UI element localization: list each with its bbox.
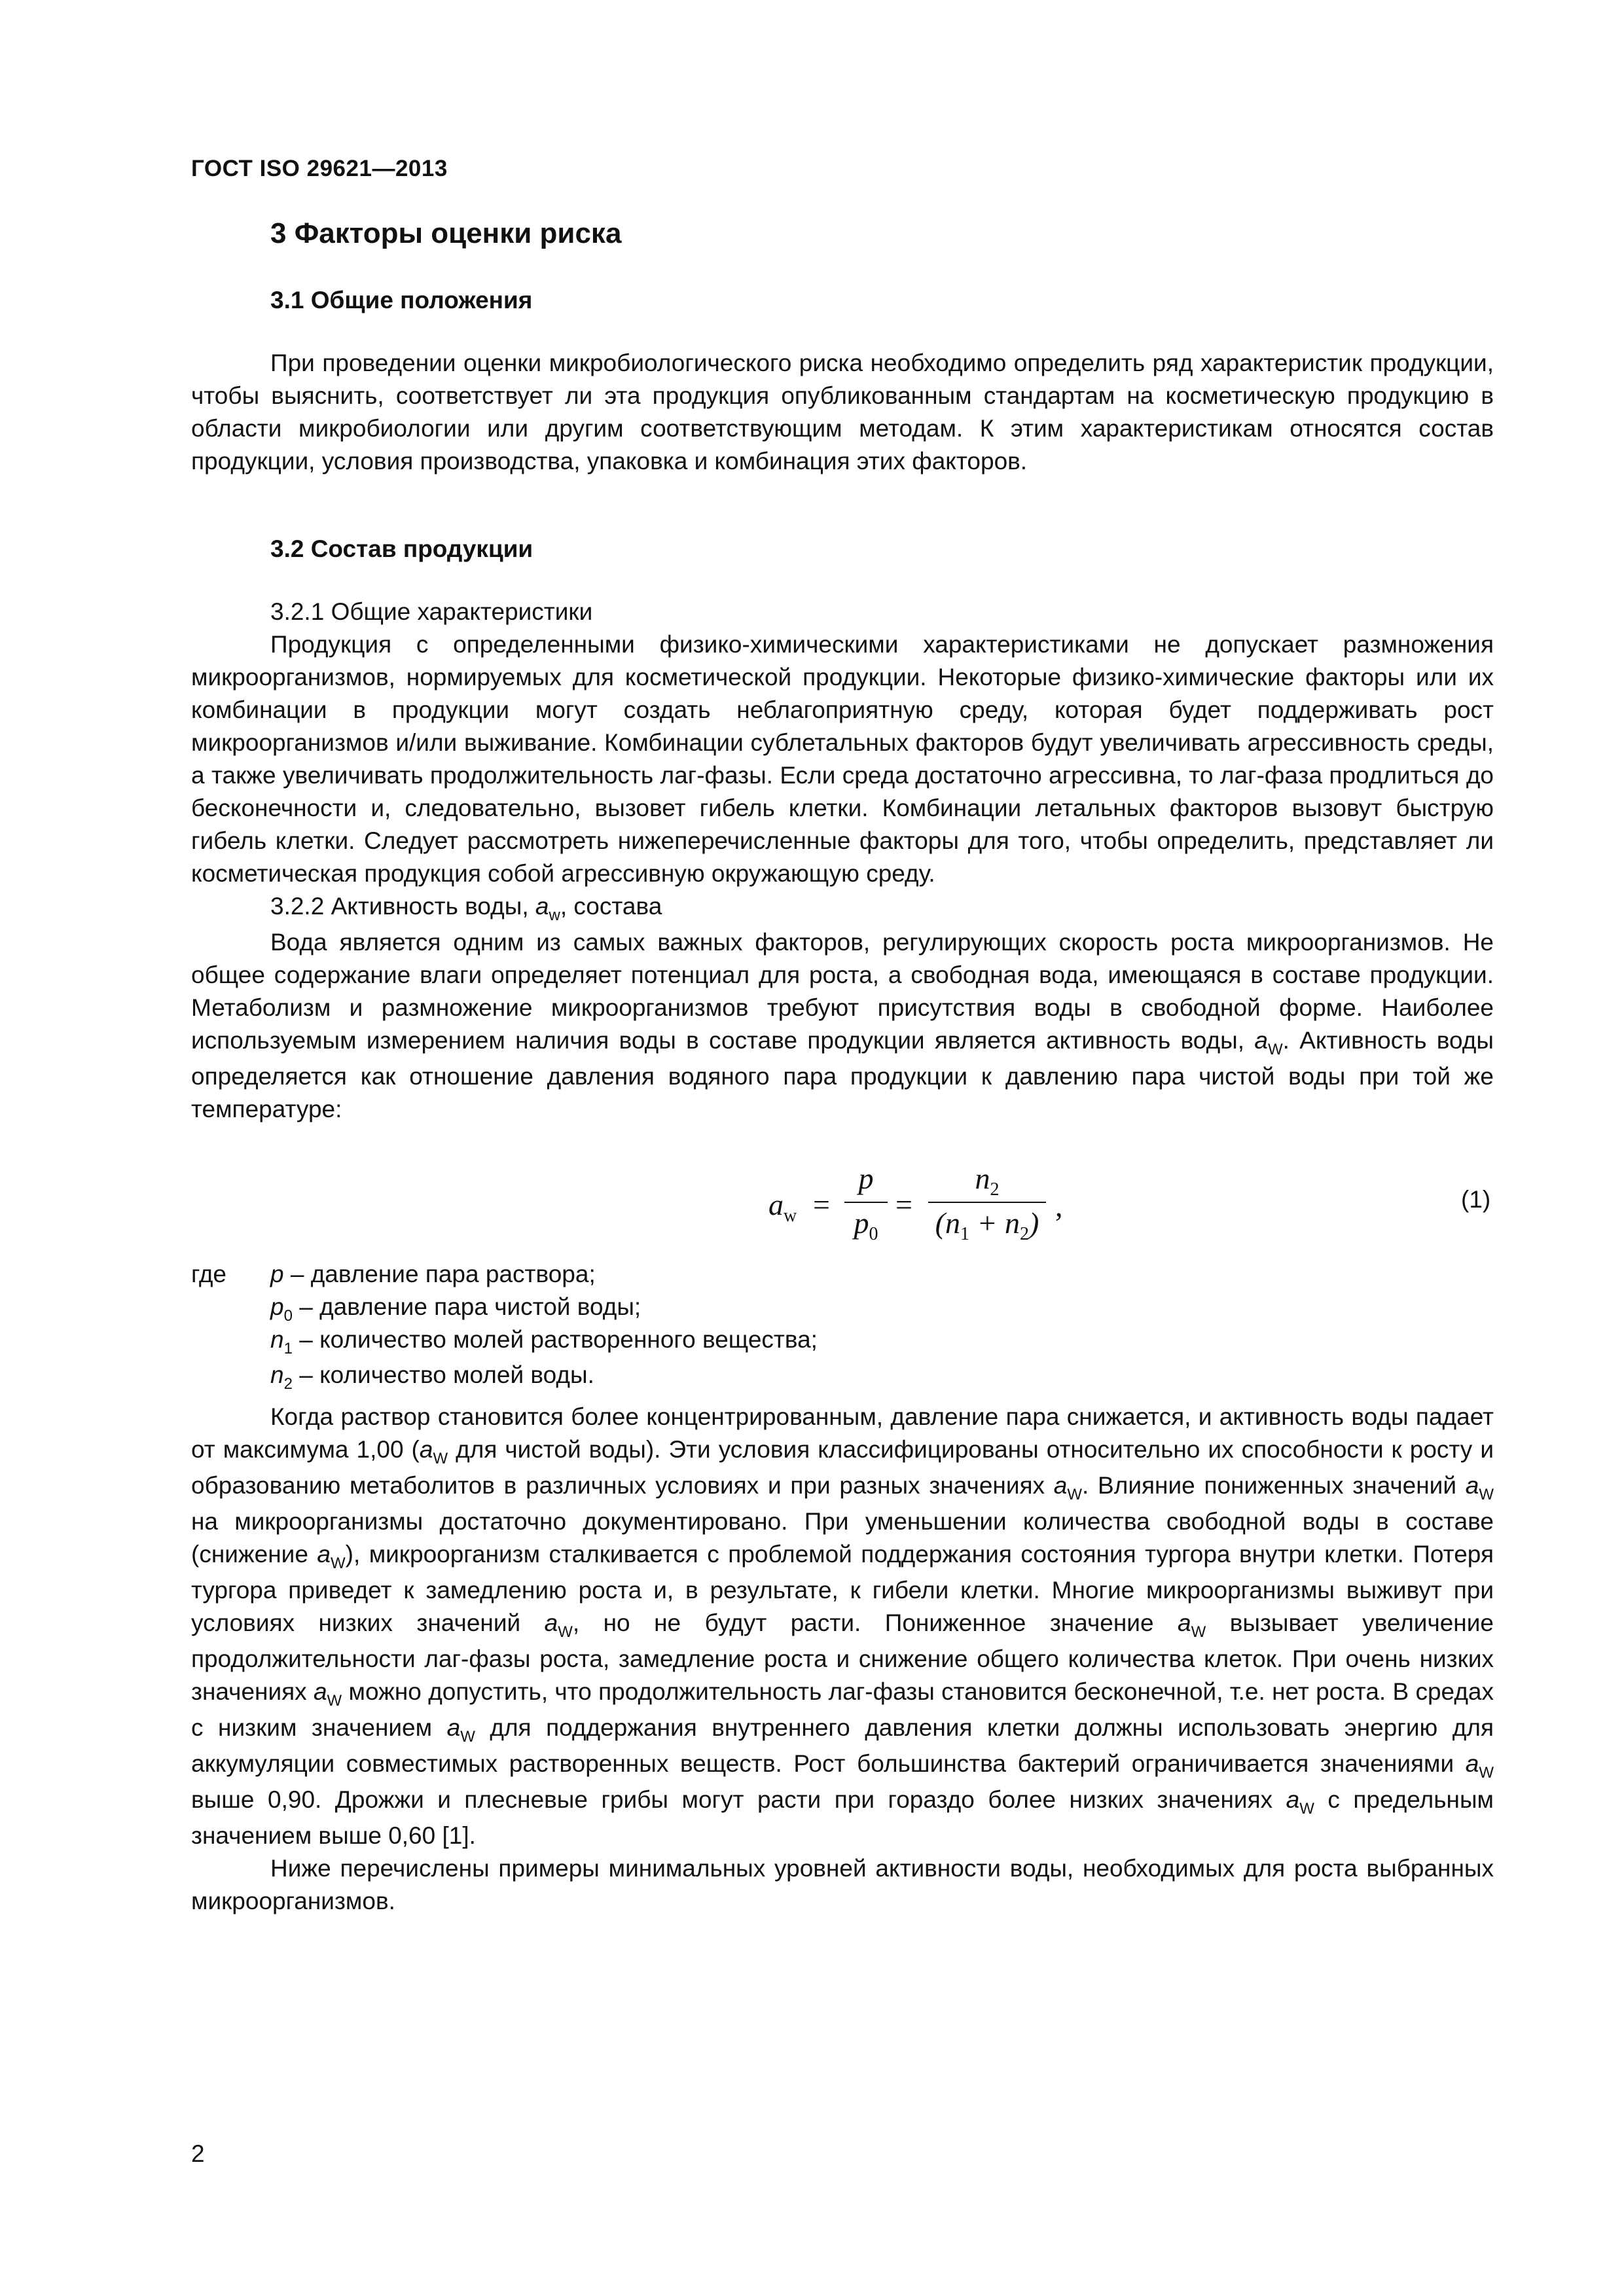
subsection-title-3-1: 3.1 Общие положения	[270, 287, 533, 314]
section-3-2-2-continued	[191, 1401, 1494, 1918]
formula-equals-1: =	[813, 1188, 830, 1221]
paragraph-concentration: Когда раствор становится более концентрированным, давление пара снижается, и активность воды падает от максимума 1,00 ($a_W$ для чистой воды). Эти условия классифицированы относительно их способности к росту и образованию метаболитов в различных условиях и при разных значениях $a_W$. Влияние пониженных значений $a_W$ на микроорганизмы достаточно документировано. При уменьшении количества свободной воды в составе (снижение $a_W$), микроорганизм сталкивается с проблемой поддержания состояния тургора внутри клетки. Потеря тургора приведет к замедлению роста и, в результате, к гибели клетки. Многие микроорганизмы выживут при условиях низких значений $a_W$, но не будут расти. Пониженное значение $a_W$ вызывает увеличение продолжительности лаг-фазы роста, замедление роста и снижение общего количества клеток. При очень низких значениях $a_W$ можно допустить, что продолжительность лаг-фазы становится бесконечной, т.е. нет роста. В средах с низким значением $a_W$ для поддержания внутреннего давления клетки должны использовать энергию для аккумуляции совместимых растворенных веществ. Рост большинства бактерий ограничивается значениями $a_W$ выше 0,90. Дрожжи и плесневые грибы могут расти при гораздо более низких значениях $a_W$ с предельным значением выше 0,60 [1].	[191, 1403, 1494, 1849]
formula-equals-2: =	[895, 1188, 912, 1221]
paragraph-3-2-2-intro: Вода является одним из самых важных факторов, регулирующих скорость роста микроорганизмов. Не общее содержание влаги определяет потенциал для роста, а свободная вода, имеющаяся в составе продукции. Метаболизм и размножение микроорганизмов требуют присутствия воды в свободной форме. Наиболее используемым измерением наличия воды в составе продукции является активность воды, $a_W$. Активность воды определяется как отношение давления водяного пара продукции к давлению пара чистой воды при той же температуре:	[191, 929, 1494, 1122]
section-title: 3 Факторы оценки риска	[270, 217, 622, 249]
page-number: 2	[191, 2140, 205, 2167]
where-item-p0: $p_0$ – давление пара чистой воды;	[270, 1293, 641, 1325]
water-activity-formula: $a_w$ = p $p_0$ = $n_2$ $(n_1 + n_2)$ ,	[768, 1162, 1063, 1244]
formula-lhs: $a_w$	[768, 1188, 797, 1226]
where-item-n1: $n_1$ – количество молей растворенного вещества;	[270, 1326, 818, 1357]
paragraph-examples-intro: Ниже перечислены примеры минимальных уровней активности воды, необходимых для роста выбранных микроорганизмов.	[191, 1855, 1494, 1914]
where-item-p: p – давление пара раствора;	[270, 1261, 596, 1287]
paragraph-3-2-1: Продукция с определенными физико-химическими характеристиками не допускает размножения микроорганизмов, нормируемых для косметической продукции. Некоторые физико-химические факторы или их комбинации в продукции могут создать неблагоприятную среду, которая будет поддерживать рост микроорганизмов и/или выживание. Комбинации сублетальных факторов будут увеличивать агрессивность среды, а также увеличивать продолжительность лаг-фазы. Если среда достаточно агрессивна, то лаг-фаза продлиться до бесконечности и, следовательно, вызовет гибель клетки. Комбинации летальных факторов вызовут быструю гибель клетки. Следует рассмотреть нижеперечисленные факторы для того, чтобы определить, представляет ли косметическая продукция собой агрессивную окружающую среду.	[191, 631, 1494, 887]
formula-comma: ,	[1055, 1189, 1063, 1223]
equation-number: (1)	[1461, 1186, 1491, 1213]
where-label: где	[191, 1261, 227, 1287]
where-item-n2: $n_2$ – количество молей воды.	[270, 1361, 594, 1393]
paragraph-3-1	[191, 347, 1494, 478]
section-3-2-body	[191, 596, 1494, 1126]
paragraph-3-1-text: При проведении оценки микробиологического риска необходимо определить ряд характеристик продукции, чтобы выяснить, соответствует ли эта продукция опубликованным стандартам на косметическую продукцию в области микробиологии или другим соответствующим методам. К этим характеристикам относятся состав продукции, условия производства, упаковка и комбинация этих факторов.	[191, 350, 1494, 475]
subsection-title-3-2: 3.2 Состав продукции	[270, 535, 533, 562]
subsection-title-3-2-1: 3.2.1 Общие характеристики	[270, 598, 593, 625]
subsection-title-3-2-2: 3.2.2 Активность воды, $a_w$, состава	[270, 893, 662, 924]
standard-header: ГОСТ ISO 29621—2013	[191, 156, 448, 181]
